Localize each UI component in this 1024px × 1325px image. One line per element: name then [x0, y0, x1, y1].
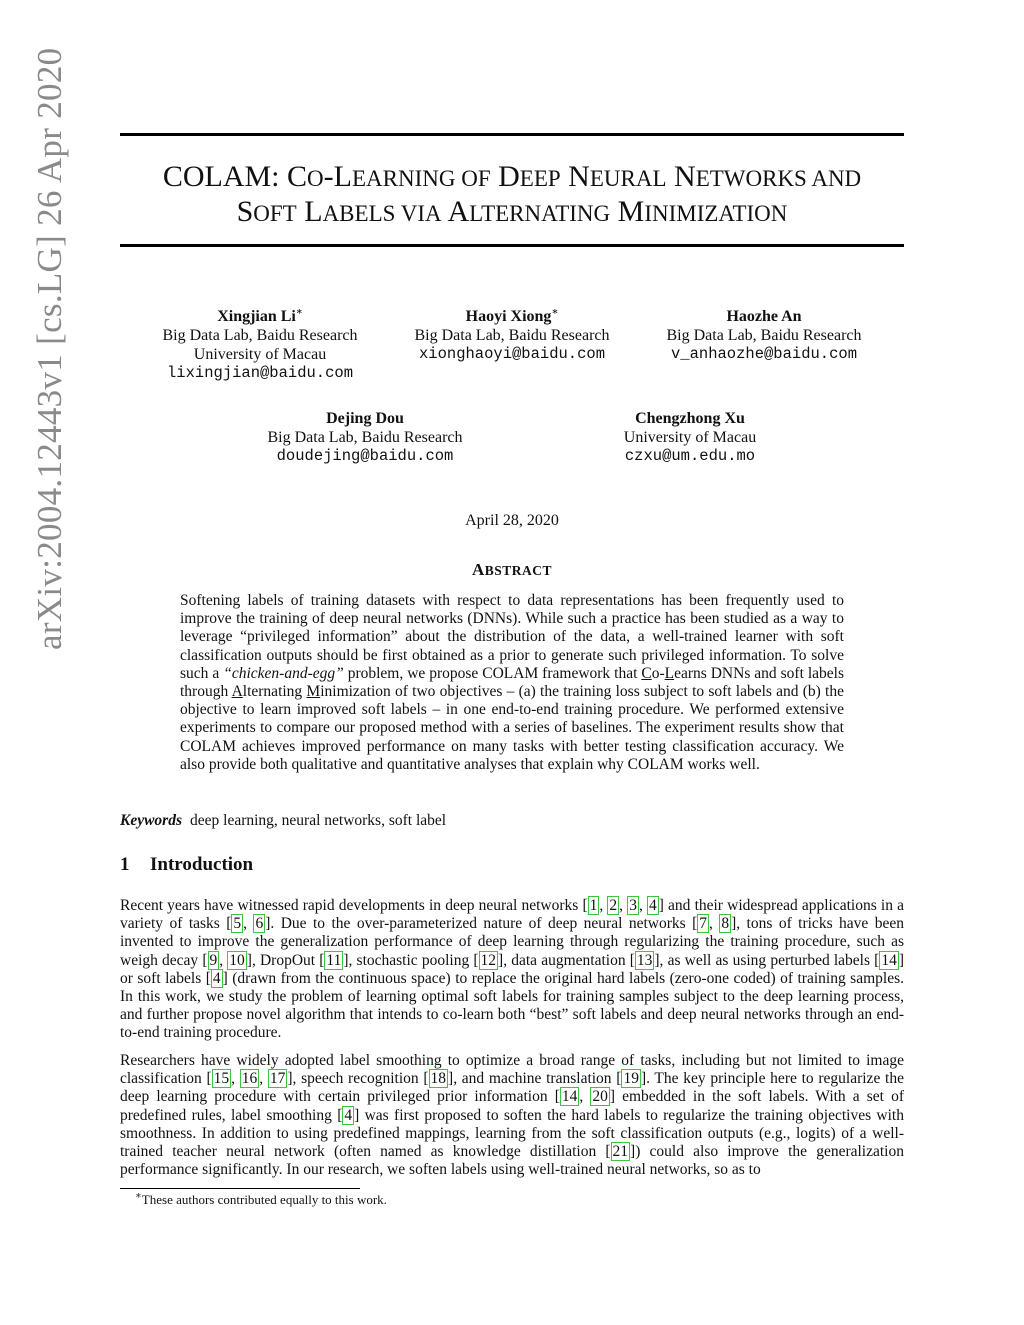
citation-link[interactable]: 10: [229, 951, 245, 969]
author-name: Dejing Dou: [326, 410, 404, 427]
citation-link[interactable]: 4: [344, 1106, 353, 1124]
citation-link[interactable]: 19: [623, 1070, 639, 1088]
author-affiliation: Big Data Lab, Baidu Research: [414, 327, 610, 344]
abstract-heading: ABSTRACT: [471, 560, 553, 579]
citation-link[interactable]: 16: [241, 1070, 258, 1088]
citation-link[interactable]: 3: [629, 897, 637, 914]
author-email[interactable]: doudejing@baidu.com: [276, 447, 454, 465]
citation-link[interactable]: 9: [209, 951, 218, 969]
italic-phrase: “chicken-and-egg”: [223, 664, 344, 682]
title-text: N: [666, 160, 696, 193]
title-text: N: [560, 160, 590, 193]
author-email[interactable]: lixingjian@baidu.com: [166, 364, 354, 382]
citation-link[interactable]: 15: [213, 1070, 230, 1088]
citation-link[interactable]: 17: [269, 1070, 286, 1088]
keywords-label: Keywords: [120, 812, 182, 829]
title-text: D: [490, 160, 520, 193]
citation-link[interactable]: 4: [648, 897, 657, 914]
author-affiliation: University of Macau: [193, 346, 327, 363]
citation-link[interactable]: 21: [612, 1143, 629, 1161]
footnote: [135, 1192, 387, 1208]
title-text: EARNING OF: [351, 166, 491, 191]
title-text: M: [610, 195, 645, 228]
citation-link[interactable]: 1: [589, 897, 598, 914]
introduction-paragraph: Researchers have widely adopted label smoothing to optimize a broad range of tasks, including but not limited to image classification [ 15 , 16 , 17 ], speech recognition [ 18 ], and machine translation [ 19 ]. The key principle here to regularize the deep learning procedure with certain privileged prior information [ 14 , 20 ] embedded in the soft labels. With a set of predefined rules, label smoothing [ 4 ] was first proposed to soften the hard labels to regularize the training objectives with smoothness. In addition to using predefined mappings, learning from the soft classification outputs (e.g., logits) of a well-trained teacher neural network (often named as knowledge distillation [ 21 ]) could also improve the generalization performance significantly. In our research, we soften labels using well-trained neural networks, so as to: [120, 1052, 904, 1179]
title-text: INIMIZATION: [644, 201, 788, 226]
citation-link[interactable]: 6: [255, 915, 264, 933]
footnote-mark: ∗: [135, 1190, 142, 1202]
citation-link[interactable]: 5: [233, 915, 242, 933]
arxiv-identifier-stamp: arXiv:2004.12443v1 [cs.LG] 26 Apr 2020: [30, 47, 69, 650]
title-text: COLAM: C: [162, 160, 308, 193]
keywords-text: deep learning, neural networks, soft label: [190, 812, 447, 829]
publication-date: April 28, 2020: [465, 512, 559, 529]
citation-link[interactable]: 20: [592, 1088, 608, 1106]
author-affiliation: University of Macau: [623, 429, 757, 446]
author-block: [639, 307, 889, 364]
title-text: O: [307, 166, 324, 191]
citation-link[interactable]: 14: [561, 1088, 578, 1106]
author-email[interactable]: v_anhaozhe@baidu.com: [670, 345, 858, 363]
footnote-mark: ∗: [295, 306, 303, 318]
citation-link[interactable]: 7: [699, 915, 707, 933]
title-rule-top: [120, 133, 904, 136]
footnote-mark: ∗: [551, 306, 559, 318]
author-name: Xingjian Li∗: [217, 306, 303, 325]
introduction-paragraph: Recent years have witnessed rapid developments in deep neural networks [ 1 , 2 , 3 , 4 ] and their widespread applications in a variety of tasks [ 5 , 6 ]. Due to the over-parameterized nature of deep neural networks [ 7 , 8 ], tons of tricks have been invented to improve the generalization performance of deep learning through regularizing the training procedure, such as weigh decay [ 9 , 10 ], DropOut [ 11 ], stochastic pooling [ 12 ], data augmentation [ 13 ], as well as using perturbed labels [ 14 ] or soft labels [ 4 ] (drawn from the continuous space) to replace the original hard labels (zero-one coded) of training samples. In this work, we study the problem of learning optimal soft labels for training samples subject to the deep learning process, and further propose novel algorithm that intends to co-learn both “best” soft labels and deep neural networks through an end-to-end training procedure.: [120, 897, 905, 1042]
footnote-text: These authors contributed equally to this work.: [141, 1192, 387, 1207]
footnote-rule: [120, 1188, 360, 1189]
title-text: ETWORKS AND: [695, 166, 862, 191]
citation-link[interactable]: 14: [881, 951, 897, 969]
keywords-line: [120, 812, 446, 830]
title-text: -L: [323, 160, 352, 193]
citation-link[interactable]: 11: [326, 951, 342, 969]
abstract-text: Softening labels of training datasets with respect to data representations has been frequently used to improve the training of deep neural networks (DNNs). While such a practice has been studied as a way to leverage “privileged information” about the distribution of the data, a well-trained learner with soft classification outputs should be first obtained as a prior to generate such privileged information. To solve such a “chicken-and-egg” problem, we propose COLAM framework that Co-Learns DNNs and soft labels through Alternating Minimization of two objectives – (a) the training loss subject to soft labels and (b) the objective to learn improved soft labels – in one end-to-end training procedure. We performed extensive experiments to compare our proposed method with a series of baselines. The experiment results show that COLAM achieves improved performance on many tasks with better testing classification accuracy. We also provide both qualitative and quantitative analyses that explain why COLAM works well.: [180, 592, 845, 773]
title-text: A: [441, 195, 470, 228]
author-block: [240, 409, 490, 466]
paper-title: [120, 160, 904, 230]
author-affiliation: Big Data Lab, Baidu Research: [162, 327, 358, 344]
citation-link[interactable]: 2: [609, 897, 618, 914]
citation-link[interactable]: 12: [480, 951, 497, 969]
title-rule-bottom: [120, 244, 904, 247]
author-block: [135, 307, 385, 383]
citation-link[interactable]: 18: [430, 1070, 447, 1088]
section-heading: [120, 854, 253, 876]
citation-link[interactable]: 8: [721, 915, 730, 933]
title-text: ABELS VIA: [322, 201, 442, 226]
author-email[interactable]: czxu@um.edu.mo: [624, 447, 756, 465]
citation-link[interactable]: 13: [636, 951, 653, 969]
author-name: Haozhe An: [726, 308, 802, 325]
author-block: [387, 307, 637, 364]
section-number: 1: [120, 854, 130, 875]
citation-link[interactable]: 4: [212, 969, 221, 987]
author-email[interactable]: xionghaoyi@baidu.com: [418, 345, 606, 363]
author-name: Haoyi Xiong∗: [465, 306, 559, 325]
title-text: EEP: [519, 166, 561, 191]
author-affiliation: Big Data Lab, Baidu Research: [267, 429, 463, 446]
author-affiliation: Big Data Lab, Baidu Research: [666, 327, 862, 344]
title-text: L: [296, 195, 323, 228]
section-title: Introduction: [150, 854, 254, 875]
author-block: [565, 409, 815, 466]
title-text: OFT: [253, 201, 297, 226]
author-name: Chengzhong Xu: [635, 410, 745, 427]
title-text: EURAL: [589, 166, 667, 191]
title-text: S: [236, 195, 254, 228]
title-text: LTERNATING: [469, 201, 611, 226]
